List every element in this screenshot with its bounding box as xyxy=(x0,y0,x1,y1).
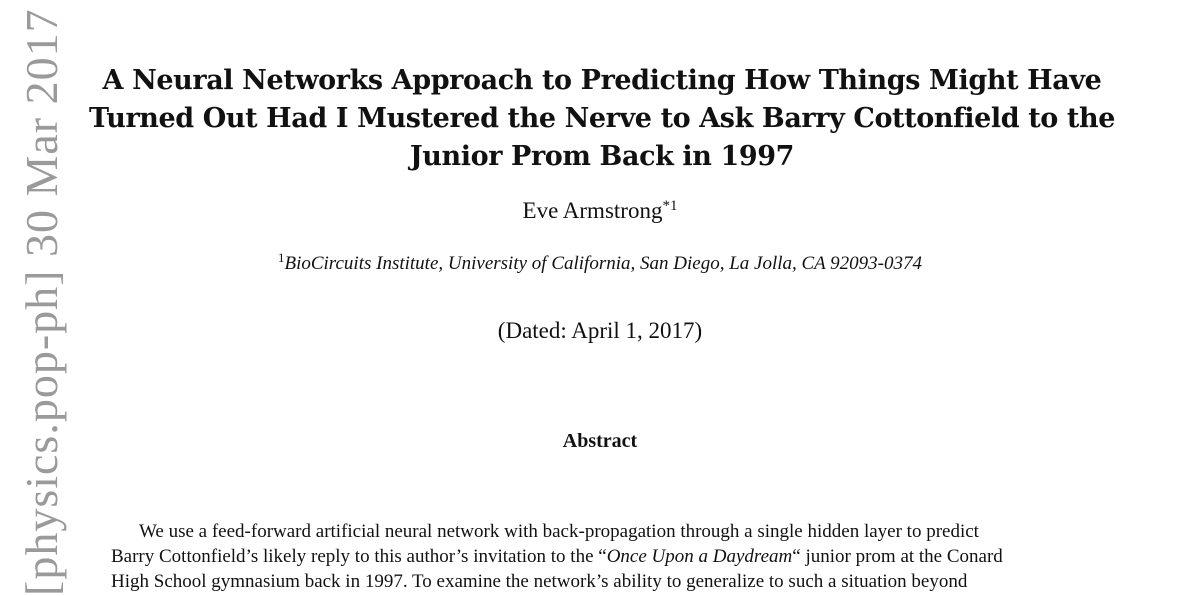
sidebar-stamp: [physics.pop-ph] 30 Mar 2017 xyxy=(16,8,67,596)
date-line: (Dated: April 1, 2017) xyxy=(497,318,703,343)
affiliation-text: BioCircuits Institute, University of California, San Diego, La Jolla, CA 92093-0374 xyxy=(284,253,923,274)
abstract-line-2-start: Barry Cottonfield’s likely reply to this author’s invitation to the “ xyxy=(111,546,607,567)
prom-theme-title: Once Upon a Daydream xyxy=(606,546,793,567)
abstract-line-1: We use a feed-forward artificial neural network with back-propagation through a single hidden layer to predict xyxy=(139,521,979,542)
abstract-line-2-end: “ junior prom at the Conard xyxy=(792,546,1003,567)
author-marks: *1 xyxy=(662,198,678,214)
paper-title xyxy=(60,62,1144,176)
affiliation-line xyxy=(0,250,1200,275)
abstract-heading: Abstract xyxy=(562,430,638,452)
abstract-line-3: High School gymnasium back in 1997. To examine the network’s ability to generalize to such a situation beyond xyxy=(111,571,968,592)
affiliation-mark: 1 xyxy=(277,250,285,265)
author-name: Eve Armstrong xyxy=(522,198,663,223)
abstract-line-2 xyxy=(111,544,1099,569)
title-line-3: Junior Prom Back in 1997 xyxy=(409,141,795,172)
abstract-body xyxy=(111,519,1099,594)
author-line xyxy=(0,198,1200,224)
title-line-1: A Neural Networks Approach to Predicting How Things Might Have xyxy=(102,65,1102,96)
title-line-2: Turned Out Had I Mustered the Nerve to Ask Barry Cottonfield to the xyxy=(89,103,1115,134)
